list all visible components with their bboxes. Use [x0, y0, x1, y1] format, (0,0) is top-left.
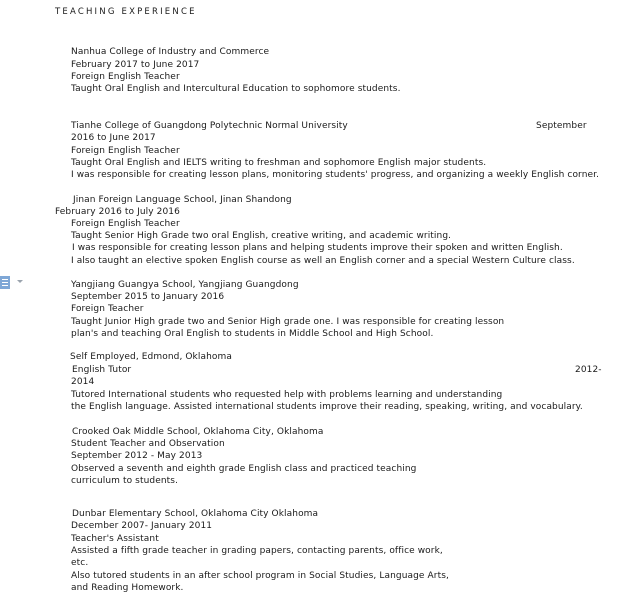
job-title: Foreign English Teacher — [71, 219, 180, 229]
job-description: I also taught an elective spoken English course as well an English corner and a special Western Culture class. — [71, 256, 575, 266]
job-dates: September 2012 - May 2013 — [71, 451, 203, 461]
job-description: Also tutored students in an after school program in Social Studies, Language Arts, — [71, 571, 449, 581]
job-dates-start: September — [536, 121, 587, 131]
job-description: Taught Oral English and Intercultural Education to sophomore students. — [71, 84, 401, 94]
job-title: Student Teacher and Observation — [71, 439, 225, 449]
chevron-down-icon — [17, 280, 23, 283]
job-description: curriculum to students. — [71, 476, 179, 486]
paste-options-icon — [0, 276, 10, 289]
job-description: the English language. Assisted international students improve their reading, speaking, writing, and vocabulary. — [71, 402, 583, 412]
job-description: Assisted a fifth grade teacher in grading papers, contacting parents, office work, — [71, 546, 443, 556]
job-description: I was responsible for creating lesson plans and helping students improve their spoken and written English. — [72, 243, 563, 253]
job-title: Foreign Teacher — [71, 304, 144, 314]
job-dates: December 2007- January 2011 — [71, 521, 213, 531]
job-title: Teacher's Assistant — [71, 534, 159, 544]
job-description: etc. — [71, 558, 89, 568]
job-title: English Tutor — [72, 365, 132, 375]
job-organization: Crooked Oak Middle School, Oklahoma City, Oklahoma — [72, 427, 324, 437]
job-dates: September 2015 to January 2016 — [71, 292, 225, 302]
section-heading: TEACHING EXPERIENCE — [55, 7, 197, 17]
job-organization: Self Employed, Edmond, Oklahoma — [70, 352, 232, 362]
job-organization: Dunbar Elementary School, Oklahoma City Oklahoma — [72, 509, 319, 519]
job-title: Foreign English Teacher — [71, 72, 180, 82]
job-dates-end: 2014 — [71, 377, 95, 387]
job-description: Taught Junior High grade two and Senior High grade one. I was responsible for creating lesson — [71, 317, 505, 327]
job-description: plan's and teaching Oral English to students in Middle School and High School. — [71, 329, 434, 339]
job-organization: Tianhe College of Guangdong Polytechnic Normal University — [71, 121, 348, 131]
job-organization: Yangjiang Guangya School, Yangjiang Guangdong — [71, 280, 299, 290]
job-dates-end: 2016 to June 2017 — [71, 133, 156, 143]
job-dates-start: 2012- — [575, 365, 602, 375]
job-title: Foreign English Teacher — [71, 146, 180, 156]
job-dates: February 2016 to July 2016 — [55, 207, 180, 217]
job-description: Tutored International students who requested help with problems learning and understanding — [71, 390, 503, 400]
job-description: and Reading Homework. — [71, 583, 184, 593]
job-organization: Jinan Foreign Language School, Jinan Shandong — [73, 195, 292, 205]
job-description: Observed a seventh and eighth grade English class and practiced teaching — [71, 464, 417, 474]
job-description: Taught Senior High Grade two oral English, creative writing, and academic writing. — [71, 231, 452, 241]
job-description: Taught Oral English and IELTS writing to freshman and sophomore English major students. — [71, 158, 487, 168]
job-description: I was responsible for creating lesson plans, monitoring students' progress, and organizing a weekly English corner. — [71, 170, 600, 180]
job-dates: February 2017 to June 2017 — [71, 60, 200, 70]
job-organization: Nanhua College of Industry and Commerce — [71, 47, 270, 57]
